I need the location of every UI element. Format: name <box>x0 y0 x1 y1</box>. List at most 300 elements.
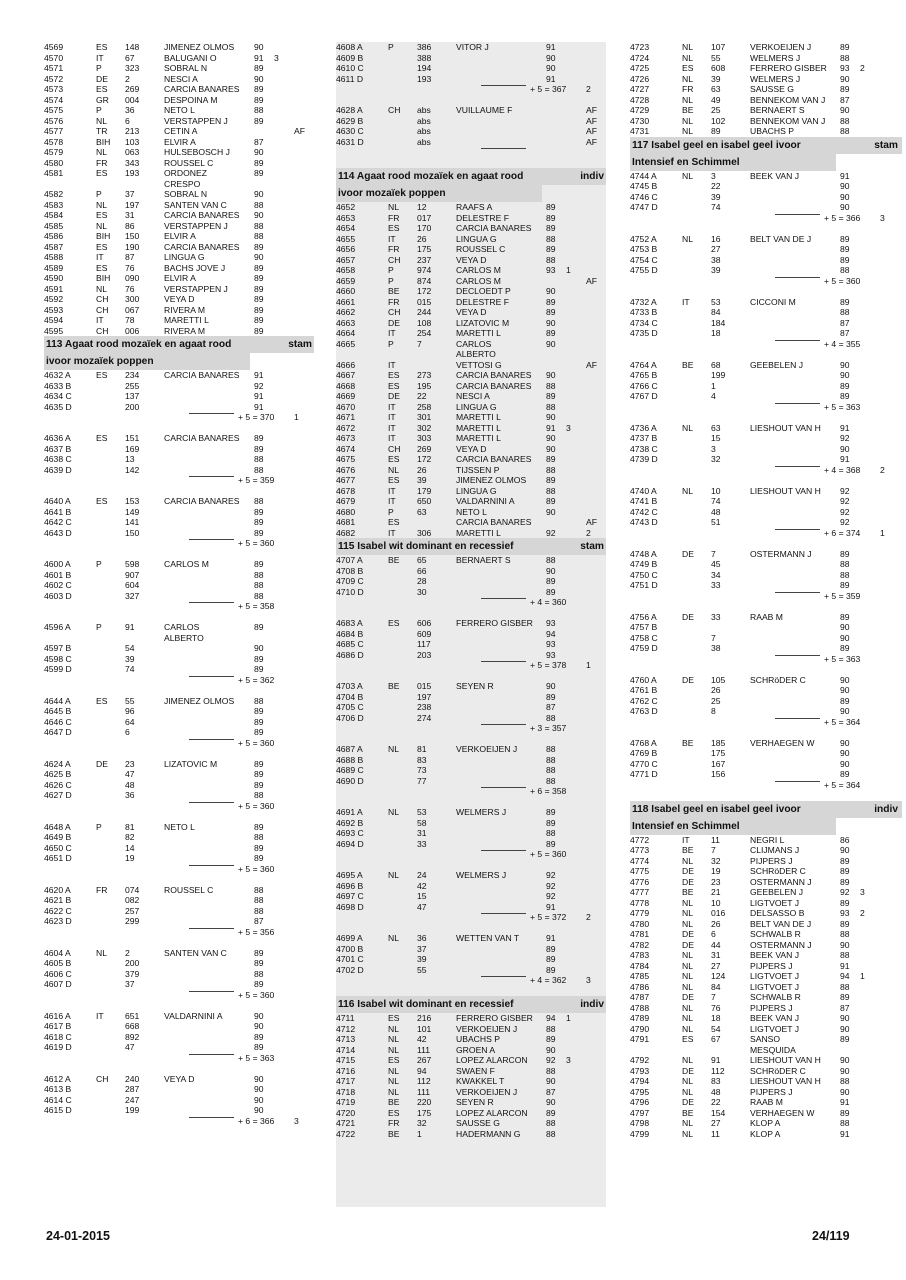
country: NL <box>682 1055 693 1065</box>
group-total <box>336 849 606 870</box>
country: DE <box>682 939 694 950</box>
ring-number: 4620 A <box>44 884 71 895</box>
score: 88 <box>546 754 556 765</box>
breeder-number: 55 <box>711 52 721 63</box>
prize <box>860 950 880 961</box>
ring-number: 4621 B <box>44 895 72 905</box>
ring-number: 4623 D <box>44 916 72 926</box>
country <box>96 381 125 392</box>
group-spacer <box>44 685 314 696</box>
ring-number: 4768 A <box>630 737 657 748</box>
breeder-number: 197 <box>417 691 432 702</box>
prize <box>566 465 586 476</box>
remark <box>294 769 310 780</box>
remark <box>586 1045 602 1056</box>
breeder-number: 48 <box>711 506 721 517</box>
breeder-name <box>164 580 254 591</box>
prize <box>274 916 294 927</box>
score <box>546 105 566 116</box>
ring-number: 4688 B <box>336 754 364 765</box>
remark <box>880 486 896 497</box>
score: 89 <box>254 769 264 779</box>
prize <box>566 692 586 703</box>
total-prize <box>294 801 314 812</box>
ring-number: 4747 D <box>630 202 658 212</box>
entry-row <box>44 906 314 917</box>
entry-row <box>630 307 902 318</box>
breeder-number: 11 <box>711 834 720 845</box>
breeder-name: HULSEBOSCH J <box>164 147 230 157</box>
breeder-number: 19 <box>711 866 721 876</box>
breeder-name: UBACHS P <box>456 1034 500 1044</box>
breeder-number: 45 <box>711 559 721 569</box>
breeder-number: 874 <box>417 275 432 286</box>
entry-row <box>336 276 606 287</box>
total-prize <box>880 591 900 602</box>
breeder-name: ELVIR A <box>164 136 196 147</box>
country <box>388 349 417 360</box>
country: IT <box>388 401 396 412</box>
prize <box>860 244 880 255</box>
entry-row <box>336 1076 606 1087</box>
breeder-name: CARCIA BANARES <box>456 454 532 464</box>
remark <box>294 305 310 316</box>
breeder-name: SANTEN VAN C <box>164 947 227 958</box>
score: 88 <box>254 832 264 842</box>
breeder-number: 83 <box>711 1076 721 1086</box>
prize <box>566 53 586 64</box>
score <box>254 126 274 137</box>
score: 87 <box>840 317 850 328</box>
prize <box>860 982 880 993</box>
country: CH <box>96 325 109 336</box>
remark: AF <box>586 126 597 136</box>
group-total-row <box>336 912 606 923</box>
ring-number: 4675 <box>336 454 356 464</box>
total-value: + 5 = 370 <box>238 412 275 422</box>
breeder-number: 38 <box>711 254 721 265</box>
country: P <box>96 559 102 569</box>
country <box>96 591 125 602</box>
prize <box>274 580 294 591</box>
total-line <box>336 849 526 860</box>
country: NL <box>388 807 399 817</box>
country <box>682 517 711 528</box>
ring-number: 4588 <box>44 252 64 262</box>
prize <box>860 1003 880 1014</box>
ring-number: 4672 <box>336 422 356 433</box>
remark <box>294 759 310 770</box>
prize <box>274 958 294 969</box>
breeder-name: ROUSSEL C <box>164 884 214 895</box>
country: IT <box>388 496 396 506</box>
breeder-number: 32 <box>711 454 721 464</box>
prize <box>860 318 880 329</box>
breeder-name <box>164 591 254 602</box>
score: 88 <box>546 712 556 723</box>
breeder-name <box>164 507 254 518</box>
breeder-name <box>750 370 840 381</box>
breeder-name: SOBRAL N <box>164 189 208 199</box>
entry-row <box>630 612 902 623</box>
breeder-number: 58 <box>417 817 427 828</box>
ring-number: 4648 A <box>44 821 71 832</box>
score: 88 <box>546 233 556 244</box>
ring-number: 4709 C <box>336 576 364 586</box>
country: ES <box>388 1107 400 1118</box>
group-spacer <box>630 223 902 234</box>
total-value: + 4 = 368 <box>824 464 861 475</box>
remark <box>880 908 896 919</box>
breeder-number: 197 <box>125 199 140 210</box>
score: 90 <box>840 748 850 758</box>
breeder-name: SCHRöDER C <box>750 674 806 685</box>
country <box>682 370 711 381</box>
breeder-name: SCHWALB R <box>750 929 801 939</box>
total-value: + 6 = 358 <box>530 786 567 796</box>
breeder-number: 108 <box>417 317 432 328</box>
country: ES <box>96 262 108 273</box>
ring-number: 4677 <box>336 475 356 485</box>
prize <box>566 713 586 724</box>
score: 91 <box>840 1128 850 1139</box>
prize <box>860 1055 880 1066</box>
group-total <box>336 975 606 996</box>
remark <box>880 706 896 717</box>
ring-number: 4693 C <box>336 828 364 838</box>
entry-row <box>44 885 314 896</box>
entry-row <box>630 950 902 961</box>
prize <box>860 940 880 951</box>
remark <box>586 423 602 434</box>
country: IT <box>682 296 690 307</box>
score: 92 <box>840 485 850 496</box>
score: 89 <box>546 1107 556 1118</box>
remark <box>880 454 896 465</box>
breeder-number: 303 <box>417 433 432 443</box>
prize <box>274 528 294 539</box>
entry-row <box>44 654 314 665</box>
ring-number: 4786 <box>630 981 650 992</box>
remark <box>586 370 602 381</box>
breeder-number: 76 <box>125 283 135 294</box>
prize <box>274 294 294 305</box>
breeder-name: CARLOS M <box>164 559 209 569</box>
score: 88 <box>840 569 850 580</box>
country <box>388 881 417 892</box>
score: 89 <box>254 1042 264 1052</box>
score: 92 <box>546 527 556 538</box>
group-total <box>44 538 314 559</box>
score: 92 <box>254 380 264 391</box>
remark <box>586 391 602 402</box>
group-total-row <box>44 738 314 749</box>
remark <box>294 885 310 896</box>
prize <box>274 570 294 581</box>
total-prize <box>294 1053 314 1064</box>
breeder-name: RAAB M <box>750 1097 783 1107</box>
entry-row <box>44 242 314 253</box>
remark <box>586 328 602 339</box>
remark <box>880 255 896 266</box>
score: 90 <box>254 73 264 84</box>
breeder-name: RAAFS A <box>456 202 493 212</box>
ring-number: 4605 B <box>44 958 72 968</box>
ring-number: 4655 <box>336 233 356 244</box>
total-line <box>44 1053 234 1064</box>
entry-row <box>336 402 606 413</box>
breeder-number: 73 <box>417 765 427 775</box>
country <box>96 179 125 190</box>
prize <box>566 828 586 839</box>
breeder-name: SANTEN VAN C <box>164 199 227 210</box>
ring-number: 4604 A <box>44 947 71 958</box>
total-line <box>44 738 234 749</box>
entry-row <box>336 828 606 839</box>
entry-row <box>336 891 606 902</box>
country <box>388 74 417 85</box>
breeder-name: MARETTI L <box>164 315 209 325</box>
breeder-number: 1 <box>417 1128 422 1139</box>
country <box>682 769 711 780</box>
breeder-name: VEYA D <box>164 1073 195 1084</box>
group-total-row <box>336 147 606 158</box>
ring-number: 4769 B <box>630 748 658 758</box>
prize <box>860 95 880 106</box>
group-total-row <box>44 927 314 938</box>
ring-number: 4719 <box>336 1097 356 1107</box>
country: NL <box>96 199 107 210</box>
breeder-number: 32 <box>711 855 721 866</box>
breeder-name: LOPEZ ALARCON <box>456 1055 528 1065</box>
remark <box>880 423 896 434</box>
breeder-number: 151 <box>125 433 140 443</box>
total-line <box>336 660 526 671</box>
breeder-name: SCHRöDER C <box>750 1065 806 1076</box>
remark <box>880 202 896 213</box>
remark <box>294 1032 310 1043</box>
total-prize: 1 <box>294 412 299 422</box>
score: 87 <box>254 136 264 147</box>
prize <box>860 53 880 64</box>
breeder-number: 7 <box>711 548 716 559</box>
total-prize <box>880 717 900 728</box>
score: 89 <box>840 918 850 929</box>
score: 89 <box>254 325 264 336</box>
country: FR <box>96 157 108 168</box>
country <box>388 576 417 587</box>
breeder-name: LINGUA G <box>164 252 205 262</box>
ring-number: 4739 D <box>630 454 658 464</box>
footer-date: 24-01-2015 <box>46 1229 110 1243</box>
breeder-number: 213 <box>125 126 140 136</box>
entry-row <box>44 263 314 274</box>
ring-number: 4634 C <box>44 391 72 401</box>
score <box>840 1045 860 1056</box>
country <box>96 727 125 738</box>
breeder-number: 24 <box>417 870 427 880</box>
ring-number: 4703 A <box>336 681 363 691</box>
entry-row <box>630 244 902 255</box>
prize <box>566 528 586 539</box>
score: 91 <box>254 52 264 63</box>
ring-number: 4702 D <box>336 964 364 975</box>
breeder-name: LIESHOUT VAN H <box>750 422 821 433</box>
prize <box>860 549 880 560</box>
breeder-name <box>164 391 254 402</box>
group-total-row <box>44 601 314 612</box>
score: 92 <box>840 496 850 506</box>
class-subtitle: ivoor mozaïek poppen <box>44 353 250 370</box>
entry-row <box>630 370 902 381</box>
group-spacer <box>336 923 606 934</box>
breeder-number: 31 <box>417 828 427 838</box>
country <box>96 1021 125 1032</box>
remark <box>586 339 602 350</box>
total-value: + 4 = 355 <box>824 338 861 349</box>
total-line <box>630 213 820 224</box>
breeder-name <box>164 570 254 581</box>
entry-row <box>336 1034 606 1045</box>
entry-row <box>336 105 606 116</box>
ring-number: 4774 <box>630 855 650 866</box>
group-total <box>630 339 902 360</box>
group-total <box>336 597 606 618</box>
ring-number: 4694 D <box>336 838 364 849</box>
ring-number: 4792 <box>630 1055 650 1065</box>
entry-row <box>336 881 606 892</box>
remark <box>880 961 896 972</box>
prize <box>860 126 880 137</box>
breeder-name: VEYA D <box>164 294 195 304</box>
country: NL <box>96 220 107 231</box>
breeder-name: MARETTI L <box>456 328 501 338</box>
country <box>96 1105 125 1116</box>
score: 89 <box>840 695 850 706</box>
breeder-number: 53 <box>417 807 427 817</box>
breeder-number: 254 <box>417 328 432 338</box>
ring-number: 4730 <box>630 115 650 126</box>
ring-number: 4586 <box>44 231 64 241</box>
remark <box>880 580 896 591</box>
total-prize <box>880 402 900 413</box>
ring-number: 4795 <box>630 1086 650 1097</box>
class-header <box>336 168 606 185</box>
breeder-number: 3 <box>711 443 716 454</box>
remark <box>586 1066 602 1077</box>
country <box>388 902 417 913</box>
prize <box>566 839 586 850</box>
remark <box>294 454 310 465</box>
prize <box>566 818 586 829</box>
country <box>682 580 711 591</box>
country: BE <box>388 555 400 565</box>
score: 89 <box>254 94 264 105</box>
score: 89 <box>840 84 850 94</box>
class-type: indiv <box>580 171 604 182</box>
breeder-number: 19 <box>125 853 135 863</box>
country: NL <box>682 1013 693 1023</box>
breeder-number: 063 <box>125 147 140 157</box>
ring-number: 4750 C <box>630 569 658 580</box>
ring-number: 4738 C <box>630 443 658 454</box>
breeder-name <box>456 126 546 137</box>
breeder-number: 015 <box>417 681 432 691</box>
entry-row <box>44 168 314 179</box>
entry-row <box>336 360 606 371</box>
prize <box>860 1024 880 1035</box>
breeder-name: LIESHOUT VAN H <box>750 485 821 496</box>
country <box>96 664 125 675</box>
group-total <box>44 475 314 496</box>
entry-row <box>44 664 314 675</box>
score: 90 <box>546 63 556 73</box>
ring-number: 4761 B <box>630 685 658 695</box>
ring-number: 4749 B <box>630 559 658 569</box>
group-total <box>44 801 314 822</box>
ring-number: 4757 B <box>630 622 658 632</box>
ring-number: 4596 A <box>44 622 71 632</box>
remark <box>586 755 602 766</box>
prize <box>566 126 586 137</box>
ring-number: 4767 D <box>630 391 658 401</box>
group-spacer <box>336 797 606 808</box>
prize <box>566 63 586 74</box>
prize <box>860 919 880 930</box>
score: 91 <box>840 170 850 181</box>
country: NL <box>388 202 399 212</box>
entry-row <box>336 1129 606 1140</box>
breeder-name: KLOP A <box>750 1118 781 1128</box>
remark <box>586 255 602 266</box>
breeder-number: 74 <box>711 496 721 506</box>
remark <box>294 895 310 906</box>
prize: 3 <box>274 52 279 63</box>
breeder-number: 668 <box>125 1021 140 1031</box>
prize <box>566 891 586 902</box>
remark <box>294 906 310 917</box>
total-value: + 5 = 378 <box>530 660 567 670</box>
score: 90 <box>840 359 850 370</box>
score: 91 <box>546 933 556 943</box>
prize <box>860 845 880 856</box>
country: NL <box>682 233 693 244</box>
score: 88 <box>254 569 264 580</box>
entry-row <box>44 137 314 148</box>
breeder-number: 66 <box>417 565 427 576</box>
breeder-number: 6 <box>125 727 130 737</box>
class-type: stam <box>288 339 312 350</box>
total-prize: 3 <box>880 212 885 223</box>
breeder-number: 48 <box>711 1086 721 1097</box>
prize <box>566 1045 586 1056</box>
prize: 3 <box>566 1055 571 1065</box>
prize: 3 <box>860 887 865 897</box>
prize <box>274 759 294 770</box>
score: 90 <box>840 191 850 202</box>
breeder-name <box>750 570 840 581</box>
breeder-number: 175 <box>417 244 432 254</box>
prize <box>566 42 586 53</box>
breeder-name: LIGTVOET J <box>750 897 800 908</box>
prize <box>860 1013 880 1024</box>
remark <box>294 1105 310 1116</box>
ring-number: 4679 <box>336 496 356 506</box>
breeder-number: 87 <box>125 252 135 262</box>
country: FR <box>388 1118 400 1128</box>
breeder-name: CARLOS M <box>456 265 501 275</box>
country <box>96 1084 125 1095</box>
